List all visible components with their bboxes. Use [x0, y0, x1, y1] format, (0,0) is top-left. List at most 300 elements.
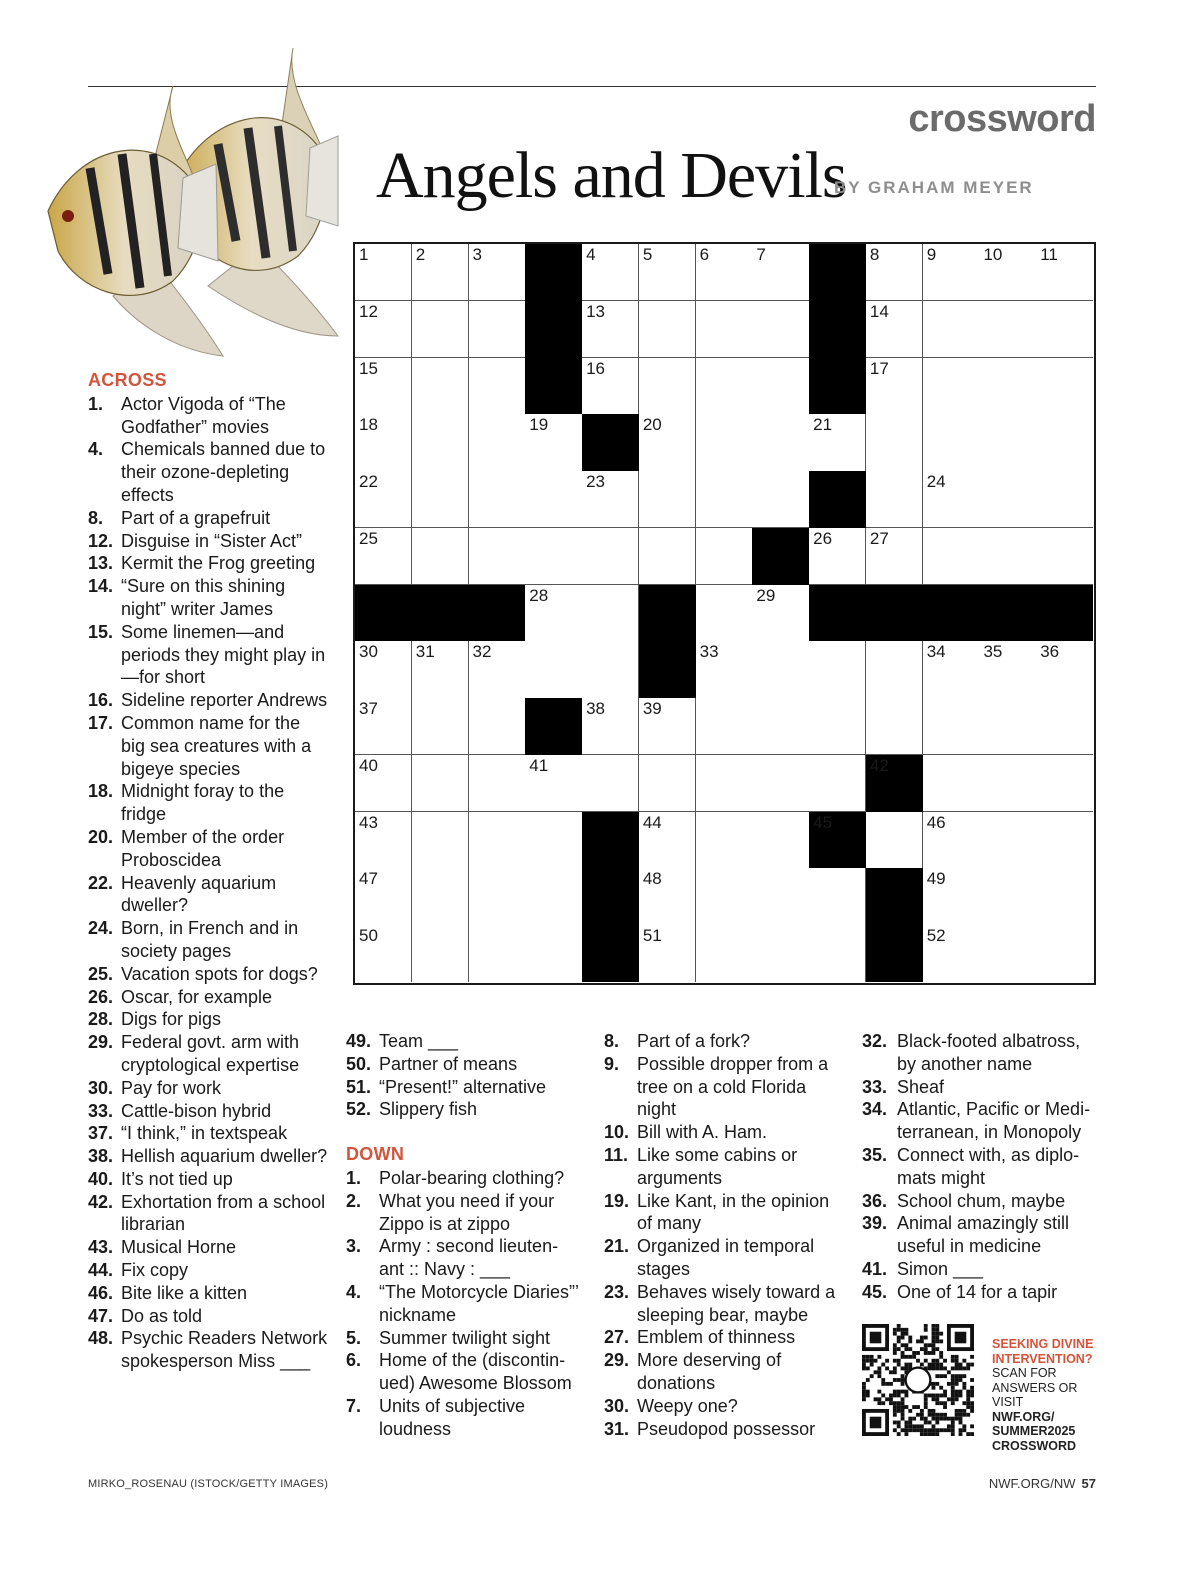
clue-number: 30. — [88, 1077, 114, 1098]
clue-number: 38. — [88, 1146, 114, 1167]
clue-number: 12. — [88, 530, 114, 551]
grid-cell[interactable] — [469, 244, 526, 301]
grid-cell[interactable] — [752, 868, 809, 925]
clue — [862, 1212, 1096, 1258]
grid-cell[interactable] — [355, 812, 412, 869]
grid-cell[interactable] — [412, 528, 469, 585]
cell-number: 11 — [1040, 245, 1058, 264]
qr-code[interactable] — [862, 1324, 974, 1436]
clue — [604, 1190, 849, 1236]
clue-number: 48. — [88, 1328, 114, 1349]
grid-cell[interactable] — [582, 585, 639, 642]
grid-block — [866, 868, 923, 925]
grid-cell[interactable] — [1036, 301, 1093, 358]
grid-cell[interactable] — [582, 471, 639, 528]
grid-cell[interactable] — [1036, 358, 1093, 415]
clue-text: Sheaf — [897, 1076, 945, 1097]
grid-cell[interactable] — [979, 528, 1036, 585]
grid-cell[interactable] — [696, 925, 753, 982]
clue-text: Weepy one? — [637, 1395, 738, 1416]
grid-cell[interactable] — [979, 868, 1036, 925]
grid-cell[interactable] — [582, 244, 639, 301]
clue-text: Team ___ — [379, 1031, 459, 1051]
grid-cell[interactable] — [809, 925, 866, 982]
clue — [88, 1122, 328, 1145]
clue-text: Member of the order Proboscidea — [121, 826, 285, 870]
clue-text: Connect with, as diplo- mats might — [897, 1144, 1080, 1188]
site-url: NWF.ORG/NW — [988, 1476, 1076, 1491]
grid-cell[interactable] — [979, 301, 1036, 358]
clue-number: 49. — [346, 1031, 372, 1051]
grid-cell[interactable] — [923, 698, 980, 755]
grid-cell[interactable] — [752, 414, 809, 471]
grid-cell[interactable] — [639, 244, 696, 301]
clue — [88, 1100, 328, 1123]
cell-number: 42 — [869, 755, 889, 775]
clue-number: 18. — [88, 781, 114, 802]
grid-cell[interactable] — [582, 528, 639, 585]
clue — [88, 1168, 328, 1191]
cell-number: 35 — [983, 642, 1003, 662]
grid-cell[interactable] — [355, 528, 412, 585]
grid-cell[interactable] — [1036, 471, 1093, 528]
grid-cell[interactable] — [1036, 755, 1093, 812]
grid-cell[interactable] — [469, 301, 526, 358]
clue-number: 17. — [88, 712, 114, 733]
clue-text: Summer twilight sight — [379, 1327, 551, 1348]
clue-text: Like some cabins or arguments — [637, 1144, 798, 1188]
grid-block — [582, 414, 639, 471]
down-clue-list — [346, 1167, 586, 1441]
grid-cell[interactable] — [696, 414, 753, 471]
grid-block — [809, 812, 866, 869]
grid-block — [866, 585, 923, 642]
grid-cell[interactable] — [752, 812, 809, 869]
clue-number: 8. — [604, 1031, 620, 1051]
clue-number: 2. — [346, 1190, 362, 1211]
clue-number: 27. — [604, 1327, 630, 1348]
clue-number: 26. — [88, 986, 114, 1007]
cell-number: 26 — [813, 528, 833, 548]
grid-cell[interactable] — [412, 471, 469, 528]
cell-number: 29 — [756, 585, 776, 605]
grid-cell[interactable] — [639, 414, 696, 471]
promo-url[interactable]: NWF.ORG/ SUMMER2025 CROSSWORD — [992, 1409, 1077, 1453]
clue-text: Chemicals banned due to their ozone-depleting effects — [121, 439, 326, 505]
grid-cell[interactable] — [809, 698, 866, 755]
clue-number: 1. — [88, 393, 104, 414]
clue-number: 15. — [88, 621, 114, 642]
grid-cell[interactable] — [469, 812, 526, 869]
grid-cell[interactable] — [696, 244, 753, 301]
grid-cell[interactable] — [1036, 925, 1093, 982]
grid-cell[interactable] — [979, 755, 1036, 812]
grid-cell[interactable] — [979, 414, 1036, 471]
clue-text: It’s not tied up — [121, 1168, 233, 1189]
grid-cell[interactable] — [809, 414, 866, 471]
clue-number: 33. — [862, 1076, 888, 1097]
grid-cell[interactable] — [355, 698, 412, 755]
grid-cell[interactable] — [923, 528, 980, 585]
clue-column-4 — [862, 1030, 1096, 1304]
clue-text: Pay for work — [121, 1077, 222, 1098]
clue — [88, 986, 328, 1009]
grid-cell[interactable] — [355, 244, 412, 301]
clue-text: Vacation spots for dogs? — [121, 963, 318, 984]
grid-cell[interactable] — [696, 358, 753, 415]
grid-cell[interactable] — [412, 755, 469, 812]
grid-cell[interactable] — [469, 358, 526, 415]
clue-text: Kermit the Frog greeting — [121, 553, 316, 574]
grid-cell[interactable] — [412, 641, 469, 698]
grid-cell[interactable] — [1036, 698, 1093, 755]
cell-number: 46 — [926, 812, 946, 832]
grid-block — [469, 585, 526, 642]
cell-number: 49 — [926, 869, 946, 889]
clue-text: “I think,” in textspeak — [121, 1123, 288, 1144]
grid-cell[interactable] — [1036, 528, 1093, 585]
clue-number: 13. — [88, 553, 114, 574]
grid-block — [809, 358, 866, 415]
cell-number: 15 — [359, 358, 378, 378]
grid-cell[interactable] — [355, 641, 412, 698]
grid-cell[interactable] — [752, 585, 809, 642]
grid-block — [582, 868, 639, 925]
grid-cell[interactable] — [412, 812, 469, 869]
clue-number: 11. — [604, 1144, 629, 1165]
grid-cell[interactable] — [979, 244, 1036, 301]
grid-cell[interactable] — [752, 244, 809, 301]
clue-text: Pseudopod possessor — [637, 1418, 816, 1439]
grid-cell[interactable] — [752, 641, 809, 698]
clue-text: Partner of means — [379, 1053, 518, 1074]
grid-cell[interactable] — [469, 641, 526, 698]
clue-number: 44. — [88, 1260, 114, 1281]
clue-number: 29. — [88, 1032, 114, 1053]
grid-cell[interactable] — [355, 868, 412, 925]
section-tag: crossword — [908, 98, 1096, 140]
clue-text: Fix copy — [121, 1260, 189, 1281]
clue-number: 42. — [88, 1191, 114, 1212]
promo-text: SCAN FOR ANSWERS OR VISIT — [992, 1366, 1078, 1409]
cell-number: 7 — [756, 245, 766, 264]
grid-cell[interactable] — [923, 925, 980, 982]
grid-cell[interactable] — [412, 868, 469, 925]
grid-cell[interactable] — [1036, 244, 1093, 301]
clue-text: More deserving of donations — [637, 1350, 782, 1393]
grid-cell[interactable] — [582, 301, 639, 358]
clue-text: “The Motorcycle Diaries”’ nickname — [379, 1281, 579, 1325]
clue-text: Sideline reporter Andrews — [121, 690, 328, 711]
clue — [88, 393, 328, 439]
grid-cell[interactable] — [412, 358, 469, 415]
grid-cell[interactable] — [1036, 868, 1093, 925]
grid-cell[interactable] — [469, 414, 526, 471]
clue-text: Some linemen—and periods they might play in—for short — [121, 621, 326, 688]
down-heading: DOWN — [346, 1144, 405, 1165]
grid-cell[interactable] — [696, 528, 753, 585]
grid-cell[interactable] — [752, 755, 809, 812]
grid-cell[interactable] — [582, 358, 639, 415]
grid-cell[interactable] — [1036, 812, 1093, 869]
grid-cell[interactable] — [469, 471, 526, 528]
grid-cell[interactable] — [696, 868, 753, 925]
grid-cell[interactable] — [639, 528, 696, 585]
grid-cell[interactable] — [979, 925, 1036, 982]
grid-cell[interactable] — [582, 755, 639, 812]
clue-number: 7. — [346, 1395, 362, 1416]
cell-number: 32 — [472, 642, 492, 662]
grid-cell[interactable] — [1036, 641, 1093, 698]
grid-cell[interactable] — [696, 698, 753, 755]
grid-cell[interactable] — [979, 358, 1036, 415]
cell-number: 43 — [359, 812, 378, 832]
cell-number: 10 — [983, 245, 1003, 264]
clue — [604, 1418, 849, 1441]
cell-number: 23 — [586, 472, 605, 492]
grid-cell[interactable] — [923, 868, 980, 925]
clue-text: Home of the (discontin- ued) Awesome Blossom — [379, 1350, 572, 1394]
clue-text: Animal amazingly still useful in medicine — [897, 1213, 1070, 1257]
grid-cell[interactable] — [696, 812, 753, 869]
grid-cell[interactable] — [412, 925, 469, 982]
grid-block — [525, 244, 582, 301]
grid-cell[interactable] — [355, 755, 412, 812]
grid-cell[interactable] — [866, 698, 923, 755]
clue-text: Hellish aquarium dweller? — [121, 1146, 328, 1167]
clue — [604, 1235, 849, 1281]
grid-cell[interactable] — [525, 471, 582, 528]
clue-number: 23. — [604, 1281, 630, 1302]
grid-cell[interactable] — [525, 868, 582, 925]
grid-block — [923, 585, 980, 642]
clue — [88, 872, 328, 918]
grid-cell[interactable] — [866, 812, 923, 869]
grid-cell[interactable] — [809, 528, 866, 585]
cell-number: 3 — [472, 245, 482, 264]
clue-text: One of 14 for a tapir — [897, 1281, 1058, 1302]
grid-cell[interactable] — [355, 358, 412, 415]
grid-block — [355, 585, 412, 642]
grid-block — [809, 585, 866, 642]
grid-cell[interactable] — [866, 641, 923, 698]
angelfish-illustration — [38, 36, 348, 366]
grid-cell[interactable] — [639, 471, 696, 528]
cell-number: 6 — [699, 245, 710, 264]
cell-number: 50 — [359, 926, 378, 946]
clue — [346, 1327, 586, 1350]
grid-cell[interactable] — [923, 244, 980, 301]
grid-cell[interactable] — [923, 812, 980, 869]
clue — [88, 780, 328, 826]
grid-cell[interactable] — [525, 755, 582, 812]
grid-cell[interactable] — [412, 698, 469, 755]
cell-number: 13 — [586, 301, 605, 321]
clue — [88, 1236, 328, 1259]
grid-cell[interactable] — [525, 414, 582, 471]
cell-number: 40 — [359, 755, 378, 775]
grid-cell[interactable] — [525, 641, 582, 698]
grid-cell[interactable] — [866, 358, 923, 415]
grid-cell[interactable] — [979, 641, 1036, 698]
grid-cell[interactable] — [639, 812, 696, 869]
clue-text: Polar-bearing clothing? — [379, 1167, 565, 1188]
grid-cell[interactable] — [355, 925, 412, 982]
across-heading: ACROSS — [88, 370, 167, 390]
grid-cell[interactable] — [866, 414, 923, 471]
clue — [88, 826, 328, 872]
clue — [88, 575, 328, 621]
clue — [604, 1349, 849, 1395]
grid-cell[interactable] — [923, 358, 980, 415]
clue-number: 31. — [604, 1418, 630, 1439]
grid-cell[interactable] — [355, 471, 412, 528]
grid-cell[interactable] — [866, 471, 923, 528]
clue — [346, 1190, 586, 1236]
clue — [88, 1327, 328, 1373]
clue-number: 45. — [862, 1281, 888, 1302]
clue — [604, 1030, 849, 1053]
clue-number: 8. — [88, 507, 104, 528]
grid-cell[interactable] — [696, 641, 753, 698]
clue-number: 4. — [88, 439, 104, 460]
clue-text: Oscar, for example — [121, 986, 273, 1007]
cell-number: 8 — [869, 245, 880, 264]
clue-text: Possible dropper from a tree on a cold Florida night — [637, 1053, 829, 1120]
clue-text: Organized in temporal stages — [637, 1236, 815, 1279]
cell-number: 2 — [415, 245, 426, 264]
cell-number: 1 — [359, 245, 369, 264]
clue — [604, 1053, 849, 1121]
grid-block — [809, 471, 866, 528]
grid-cell[interactable] — [809, 641, 866, 698]
grid-cell[interactable] — [412, 301, 469, 358]
grid-cell[interactable] — [696, 755, 753, 812]
clue — [88, 1145, 328, 1168]
grid-cell[interactable] — [639, 755, 696, 812]
grid-cell[interactable] — [469, 868, 526, 925]
grid-cell[interactable] — [355, 414, 412, 471]
grid-cell[interactable] — [469, 755, 526, 812]
clue-text: Bite like a kitten — [121, 1282, 248, 1303]
cell-number: 9 — [926, 245, 937, 264]
grid-block — [866, 755, 923, 812]
grid-cell[interactable] — [525, 812, 582, 869]
cell-number: 25 — [359, 528, 378, 548]
clue — [862, 1258, 1096, 1281]
page-folio — [989, 1476, 1096, 1491]
clue-text: Born, in French and in society pages — [121, 918, 299, 961]
grid-cell[interactable] — [525, 528, 582, 585]
grid-cell[interactable] — [923, 301, 980, 358]
grid-cell[interactable] — [639, 698, 696, 755]
clue — [88, 689, 328, 712]
clue — [88, 552, 328, 575]
grid-cell[interactable] — [582, 698, 639, 755]
grid-cell[interactable] — [923, 641, 980, 698]
clue-number: 19. — [604, 1190, 630, 1211]
grid-cell[interactable] — [809, 755, 866, 812]
clue-text: Digs for pigs — [121, 1009, 222, 1030]
grid-cell[interactable] — [412, 244, 469, 301]
clue — [88, 1259, 328, 1282]
grid-cell[interactable] — [696, 471, 753, 528]
cell-number: 14 — [869, 301, 889, 321]
grid-cell[interactable] — [923, 471, 980, 528]
cell-number: 45 — [813, 812, 833, 832]
grid-cell[interactable] — [469, 698, 526, 755]
clue-column-1 — [88, 369, 328, 1373]
grid-block — [525, 698, 582, 755]
grid-cell[interactable] — [752, 301, 809, 358]
grid-cell[interactable] — [923, 755, 980, 812]
grid-cell[interactable] — [866, 244, 923, 301]
grid-cell[interactable] — [639, 301, 696, 358]
grid-cell[interactable] — [525, 585, 582, 642]
grid-cell[interactable] — [752, 698, 809, 755]
grid-cell[interactable] — [469, 925, 526, 982]
clue — [346, 1030, 586, 1053]
crossword-grid — [353, 242, 1096, 985]
down-clue-list-end — [862, 1030, 1096, 1304]
cell-number: 27 — [869, 528, 889, 548]
across-clue-list — [88, 393, 328, 1373]
clue — [862, 1076, 1096, 1099]
cell-number: 47 — [359, 869, 378, 889]
clue-number: 47. — [88, 1305, 114, 1326]
clue-text: Midnight foray to the fridge — [121, 781, 285, 825]
grid-block — [582, 925, 639, 982]
grid-cell[interactable] — [979, 471, 1036, 528]
clue-number: 33. — [88, 1100, 114, 1121]
clue-number: 36. — [862, 1190, 888, 1211]
grid-cell[interactable] — [979, 812, 1036, 869]
grid-cell[interactable] — [582, 641, 639, 698]
clue — [88, 1191, 328, 1237]
clue-number: 46. — [88, 1282, 114, 1303]
grid-cell[interactable] — [923, 414, 980, 471]
clue-number: 32. — [862, 1031, 888, 1051]
grid-cell[interactable] — [639, 358, 696, 415]
grid-cell[interactable] — [979, 698, 1036, 755]
clue — [88, 712, 328, 780]
grid-cell[interactable] — [866, 528, 923, 585]
grid-cell[interactable] — [696, 585, 753, 642]
grid-cell[interactable] — [525, 925, 582, 982]
grid-cell[interactable] — [639, 868, 696, 925]
grid-cell[interactable] — [639, 925, 696, 982]
clue-number: 52. — [346, 1099, 372, 1120]
grid-block — [525, 301, 582, 358]
grid-cell[interactable] — [355, 301, 412, 358]
grid-cell[interactable] — [469, 528, 526, 585]
grid-cell[interactable] — [866, 301, 923, 358]
clue-text: Exhortation from a school librarian — [121, 1191, 326, 1235]
grid-cell[interactable] — [752, 471, 809, 528]
puzzle-title: Angels and Devils — [376, 139, 847, 212]
clue — [346, 1053, 586, 1076]
grid-cell[interactable] — [752, 925, 809, 982]
cell-number: 37 — [359, 699, 378, 719]
grid-cell[interactable] — [809, 868, 866, 925]
grid-cell[interactable] — [412, 414, 469, 471]
clue-number: 14. — [88, 576, 114, 597]
grid-cell[interactable] — [696, 301, 753, 358]
clue-text: Part of a grapefruit — [121, 507, 271, 528]
grid-cell[interactable] — [1036, 414, 1093, 471]
grid-cell[interactable] — [752, 358, 809, 415]
answers-promo — [992, 1337, 1102, 1453]
